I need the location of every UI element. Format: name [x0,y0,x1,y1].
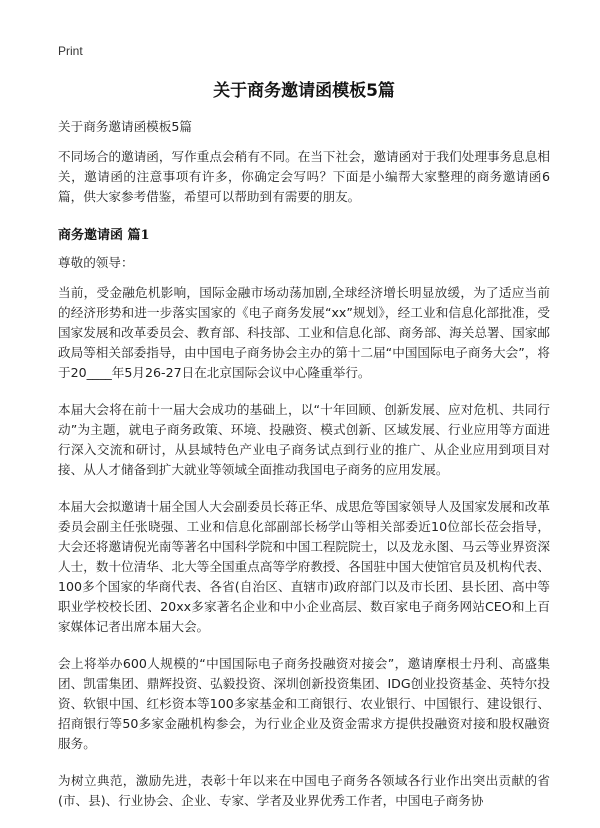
body-paragraph-1: 当前，受金融危机影响，国际金融市场动荡加剧,全球经济增长明显放缓，为了适应当前的经济形势和进一步落实国家的《电子商务发展“xx”规划》，经工业和信息化部批准，受国家发展和改革委员会、教育部、科技部、工业和信息化部、商务部、海关总署、国家邮政局等相关部委指导，由中国电子商务协会主办的第十二届“中国国际电子商务大会”，将于20____年5月26-27日在北京国际会议中心隆重举行。 [58,285,550,380]
body-paragraph-3: 本届大会拟邀请十届全国人大会副委员长蒋正华、成思危等国家领导人及国家发展和改革委员会副主任张晓强、工业和信息化部副部长杨学山等相关部委近10位部长莅会指导，大会还将邀请倪光南等著名中国科学院和中国工程院院士，以及龙永图、马云等业界资深人士，数十位清华、北大等全国重点高等学府教授、各国驻中国大使馆官员及机构代表、100多个国家的华商代表、各省(自治区、直辖市)政府部门以及市长团、县长团、高中等职业学校校长团、20xx多家著名企业和中小企业高层、数百家电子商务网站CEO和上百家媒体记者出席本届大会。 [58,499,550,634]
body-paragraph-5: 为树立典范，激励先进，表彰十年以来在中国电子商务各领域各行业作出突出贡献的省(市、县)、行业协会、企业、专家、学者及业界优秀工作者，中国电子商务协 [58,773,550,808]
body-paragraph-4: 会上将举办600人规模的“中国国际电子商务投融资对接会”，邀请摩根士丹利、高盛集团、凯雷集团、鼎辉投资、弘毅投资、深圳创新投资集团、IDG创业投资基金、英特尔投资、软银中国、红杉资本等100多家基金和工商银行、农业银行、中国银行、建设银行、招商银行等50多家金融机构参会，为行业企业及资金需求方提供投融资对接和股权融资服务。 [58,656,550,751]
document-subtitle: 关于商务邀请函模板5篇 [58,119,192,134]
salutation: 尊敬的领导： [58,255,134,270]
page-title: 关于商务邀请函模板5篇 [213,81,395,101]
section-heading: 商务邀请函 篇1 [58,228,150,243]
print-link[interactable]: Print [58,44,83,58]
document-body [58,76,550,828]
intro-paragraph: 不同场合的邀请函，写作重点会稍有不同。在当下社会，邀请函对于我们处理事务息息相关，邀请函的注意事项有许多，你确定会写吗？下面是小编帮大家整理的商务邀请函6篇，供大家参考借鉴，希望可以帮助到有需要的朋友。 [58,149,550,204]
body-paragraph-2: 本届大会将在前十一届大会成功的基础上，以“十年回顾、创新发展、应对危机、共同行动”为主题，就电子商务政策、环境、投融资、模式创新、区域发展、行业应用等方面进行深入交流和研讨，从县域特色产业电子商务试点到行业的推广、从企业应用到项目对接、从人才储备到扩大就业等领域全面推动我国电子商务的应用发展。 [58,402,550,477]
